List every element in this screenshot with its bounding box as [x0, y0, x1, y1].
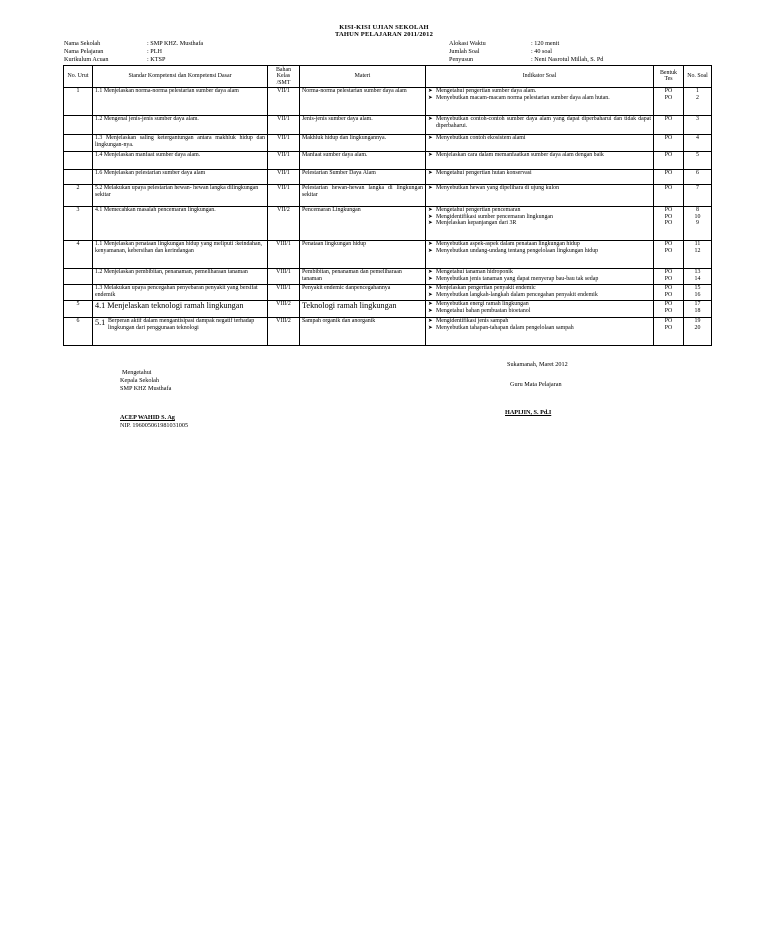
arrowhead-bullet-icon: ➤: [428, 301, 433, 308]
arrowhead-bullet-icon: ➤: [428, 307, 433, 314]
table-header-row: [64, 66, 712, 88]
cell-nosoal: 3: [684, 115, 712, 134]
cell-bentuk: PO PO: [654, 317, 684, 345]
cell-indikator: [426, 284, 654, 300]
cell-indikator: [426, 206, 654, 240]
cell-nosoal: 4: [684, 134, 712, 151]
cell-kd: 1.6 Menjelaskan pelestarian sumber daya alam: [93, 169, 268, 184]
place-date: Sukamanah, Maret 2012: [507, 361, 568, 368]
cell-nosoal: 6: [684, 169, 712, 184]
cell-nosoal: 11 12: [684, 240, 712, 268]
arrowhead-bullet-icon: ➤: [428, 152, 433, 159]
cell-indikator: [426, 169, 654, 184]
cell-bentuk: PO PO: [654, 240, 684, 268]
cell-materi: Manfaat sumber daya alam.: [300, 151, 426, 169]
arrowhead-bullet-icon: ➤: [428, 324, 433, 331]
arrowhead-bullet-icon: ➤: [428, 275, 433, 282]
arrowhead-bullet-icon: ➤: [428, 285, 433, 292]
meta-value: : Neni Nasrotul Millah, S. Pd: [531, 56, 604, 63]
cell-bahan: VII/1: [268, 134, 300, 151]
meta-value: : KTSP: [147, 56, 166, 63]
indicator-text: Menyebutkan contoh ekosistem alami: [436, 135, 526, 142]
principal-name: ACEP WAHID S. Ag: [120, 414, 175, 421]
cell-kd: [93, 317, 268, 345]
cell-materi: Pelestarian hewan-hewan langka di lingkungan sekitar: [300, 184, 426, 206]
arrowhead-bullet-icon: ➤: [428, 213, 433, 220]
cell-nosoal: 7: [684, 184, 712, 206]
cell-nosoal: 1 2: [684, 87, 712, 115]
arrowhead-bullet-icon: ➤: [428, 170, 433, 177]
cell-no: 3: [64, 206, 93, 240]
arrowhead-bullet-icon: ➤: [428, 88, 433, 95]
meta-label: Kurikulum Acuan: [64, 56, 109, 63]
cell-bentuk: PO PO: [654, 268, 684, 284]
cell-bahan: VII/1: [268, 169, 300, 184]
cell-indikator: [426, 134, 654, 151]
school-name: SMP KHZ Musthafa: [120, 385, 172, 392]
cell-bahan: VIII/2: [268, 300, 300, 317]
table-row: [64, 300, 712, 317]
acknowledged-label: Mengetahui: [122, 369, 152, 376]
cell-materi: Sampah organik dan anorganik: [300, 317, 426, 345]
cell-bahan: VII/1: [268, 115, 300, 134]
cell-kd: 1.1 Menjelaskan norma-norma pelestarian sumber daya alam: [93, 87, 268, 115]
meta-value: : 40 soal: [531, 48, 552, 55]
cell-kd: 1.4 Menjelaskan manfaat sumber daya alam.: [93, 151, 268, 169]
arrowhead-bullet-icon: ➤: [428, 247, 433, 254]
cell-nosoal: 19 20: [684, 317, 712, 345]
table-row: [64, 284, 712, 300]
table-row: [64, 151, 712, 169]
arrowhead-bullet-icon: ➤: [428, 135, 433, 142]
col-header-sk: Standar Kompetensi dan Kompetensi Dasar: [93, 66, 268, 88]
cell-kd: 4.1 Memecahkan masalah pencemaran lingkungan.: [93, 206, 268, 240]
cell-indikator: [426, 317, 654, 345]
signature-left: [120, 369, 188, 430]
cell-kd: 1.3 Melakukan upaya pencegahan penyebaran penyakit yang bersifat endemik: [93, 284, 268, 300]
table-row: [64, 184, 712, 206]
table-row: [64, 206, 712, 240]
cell-bentuk: PO: [654, 184, 684, 206]
arrowhead-bullet-icon: ➤: [428, 241, 433, 248]
meta-value: : PLH: [147, 48, 162, 55]
cell-indikator: [426, 115, 654, 134]
cell-bentuk: PO: [654, 169, 684, 184]
cell-no: 2: [64, 184, 93, 206]
indicator-text: Menjelaskan cara dalam memanfaatkan sumber daya alam dengan baik: [436, 152, 604, 159]
cell-bahan: VIII/1: [268, 284, 300, 300]
table-row: [64, 240, 712, 268]
cell-nosoal: 17 18: [684, 300, 712, 317]
col-header-bentuk: Bentuk Tes: [654, 66, 684, 88]
meta-label: Jumlah Soal: [449, 48, 480, 55]
meta-label: Nama Sekolah: [64, 40, 101, 47]
cell-nosoal: 15 16: [684, 284, 712, 300]
cell-no: [64, 284, 93, 300]
teacher-role: Guru Mata Pelajaran: [510, 381, 562, 388]
cell-no: 4: [64, 240, 93, 268]
indicator-text: Menjelaskan pengertian penyakit endemic: [436, 285, 536, 292]
cell-materi: Penataan lingkungan hidup: [300, 240, 426, 268]
indicator-text: Menyebutkan tahapan-tahapan dalam pengelolaan sampah: [436, 324, 574, 331]
cell-no: [64, 151, 93, 169]
indicator-text: Menyebutkan langkah-langkah dalam pencegahan penyakit endemik: [436, 291, 598, 298]
cell-indikator: [426, 240, 654, 268]
cell-bentuk: PO PO: [654, 300, 684, 317]
cell-indikator: [426, 184, 654, 206]
principal-role: Kepala Sekolah: [120, 377, 160, 384]
indicator-text: Mengetahui tanaman hidroponik: [436, 269, 513, 276]
arrowhead-bullet-icon: ➤: [428, 94, 433, 101]
cell-materi: Penyakit endemic danpencegahannya: [300, 284, 426, 300]
cell-indikator: [426, 151, 654, 169]
col-header-materi: Materi: [300, 66, 426, 88]
cell-kd: 1.1 Menjelaskan penataan lingkungan hidup yang meliputi :keindahan, kenyamanan, kebersihan dan kerindangan: [93, 240, 268, 268]
cell-bahan: VII/1: [268, 184, 300, 206]
cell-bentuk: PO: [654, 134, 684, 151]
col-header-nosoal: No. Soal: [684, 66, 712, 88]
cell-materi: Jenis-jenis sumber daya alam.: [300, 115, 426, 134]
indicator-text: Menyebutkan macam-macam norma pelestarian sumber daya alam hutan.: [436, 94, 610, 101]
cell-no: [64, 268, 93, 284]
table-row: [64, 134, 712, 151]
table-row: [64, 317, 712, 345]
cell-nosoal: 8 10 9: [684, 206, 712, 240]
indicator-text: Menyebutkan jenis tanaman yang dapat menyerap bau-bau tak sedap: [436, 275, 599, 282]
meta-label: Alokasi Waktu: [449, 40, 486, 47]
indicator-text: Menyebutkan energi ramah lingkungan: [436, 301, 529, 308]
kisi-kisi-table: [63, 65, 712, 346]
teacher-name: HAPIJIN, S. Pd.I: [505, 409, 552, 416]
document-title: KISI-KISI UJIAN SEKOLAH: [339, 24, 429, 31]
indicator-text: Menyebutkan contoh-contoh sumber daya alam yang dapat diperbaharui dan tidak dapat diperbaharui.: [436, 116, 651, 129]
cell-bahan: VII/1: [268, 87, 300, 115]
arrowhead-bullet-icon: ➤: [428, 269, 433, 276]
cell-indikator: [426, 268, 654, 284]
cell-kd: 5.2 Melakukan upaya pelestarian hewan- hewan langka dilingkungan sekitar: [93, 184, 268, 206]
cell-nosoal: 5: [684, 151, 712, 169]
table-row: [64, 169, 712, 184]
cell-no: [64, 115, 93, 134]
cell-bahan: VII/1: [268, 151, 300, 169]
cell-materi: Pembibitan, penanaman dan pemeliharaan tanaman: [300, 268, 426, 284]
arrowhead-bullet-icon: ➤: [428, 291, 433, 298]
cell-no: 5: [64, 300, 93, 317]
signature-right: [507, 361, 568, 417]
meta-label: Nama Pelajaran: [64, 48, 104, 55]
indicator-text: Mengidentifikasi jenis sampah: [436, 318, 509, 325]
cell-no: [64, 134, 93, 151]
meta-label: Penyusun: [449, 56, 474, 63]
cell-no: 1: [64, 87, 93, 115]
cell-kd: 4.1 Menjelaskan teknologi ramah lingkungan: [93, 300, 268, 317]
cell-materi: Makhluk hidup dan lingkungannya.: [300, 134, 426, 151]
cell-bentuk: PO: [654, 151, 684, 169]
table-row: [64, 115, 712, 134]
meta-right: [449, 40, 603, 64]
table-row: [64, 268, 712, 284]
table-row: [64, 87, 712, 115]
meta-left: [64, 40, 203, 64]
cell-no: [64, 169, 93, 184]
cell-materi: Pelestarian Sumber Daya Alam: [300, 169, 426, 184]
cell-kd: 1.3 Menjelaskan saling ketergantungan antara makhluk hidup dan lingkungan-nya.: [93, 134, 268, 151]
meta-value: : SMP KHZ. Musthafa: [147, 40, 204, 47]
arrowhead-bullet-icon: ➤: [428, 220, 433, 227]
indicator-text: Menjelaskan kepanjangan dari 3R: [436, 220, 517, 227]
indicator-text: Mengetahui pengertian hutan konservasi: [436, 170, 532, 177]
principal-nip: NIP. 196005061981031005: [120, 422, 189, 429]
cell-bentuk: PO PO PO: [654, 206, 684, 240]
cell-materi: Norma-norma pelestarian sumber daya alam: [300, 87, 426, 115]
cell-materi: Pencemaran Lingkungan: [300, 206, 426, 240]
cell-bahan: VIII/2: [268, 317, 300, 345]
kd-number: 5.1: [95, 318, 106, 328]
cell-bentuk: PO: [654, 115, 684, 134]
arrowhead-bullet-icon: ➤: [428, 116, 433, 123]
indicator-text: Mengetahui pengertian sumber daya alam.: [436, 88, 537, 95]
cell-bentuk: PO PO: [654, 284, 684, 300]
col-header-bahan: Bahan Kelas /SMT: [268, 66, 300, 88]
arrowhead-bullet-icon: ➤: [428, 207, 433, 214]
cell-indikator: [426, 300, 654, 317]
indicator-text: Mengetahui pengertian pencemaran: [436, 207, 521, 214]
cell-nosoal: 13 14: [684, 268, 712, 284]
cell-bahan: VIII/1: [268, 240, 300, 268]
cell-kd: 1.2 Mengenal jenis-jenis sumber daya alam.: [93, 115, 268, 134]
arrowhead-bullet-icon: ➤: [428, 318, 433, 325]
indicator-text: Menyebutkan aspek-aspek dalam penataan lingkungan hidup: [436, 241, 580, 248]
kd-text: Berperan aktif dalam mengantisipasi dampak negatif terhadap lingkungan dari penggunaan teknologi: [108, 318, 255, 331]
indicator-text: Menyebutkan undang-undang tentang pengelolaan lingkungan hidup: [436, 247, 599, 254]
cell-materi: Teknologi ramah lingkungan: [300, 300, 426, 317]
cell-bahan: VII/2: [268, 206, 300, 240]
cell-bahan: VIII/1: [268, 268, 300, 284]
indicator-text: Mengetahui bahan pembuatan bioetanol: [436, 307, 531, 314]
cell-bentuk: PO PO: [654, 87, 684, 115]
meta-value: : 120 menit: [531, 40, 560, 47]
col-header-indikator: Indikator Soal: [426, 66, 654, 88]
cell-no: 6: [64, 317, 93, 345]
col-header-no: No. Urut: [64, 66, 93, 88]
cell-kd: 1.2 Menjelaskan pembibitan, penanaman, pemeliharaan tanaman: [93, 268, 268, 284]
indicator-text: Menyebutkan hewan yang dipelihara di ujung kulon: [436, 185, 560, 192]
cell-indikator: [426, 87, 654, 115]
indicator-text: Mengidentifikasi sumber pencemaran lingkungan: [436, 213, 553, 220]
arrowhead-bullet-icon: ➤: [428, 185, 433, 192]
document-year: TAHUN PELAJARAN 2011/2012: [334, 31, 434, 38]
